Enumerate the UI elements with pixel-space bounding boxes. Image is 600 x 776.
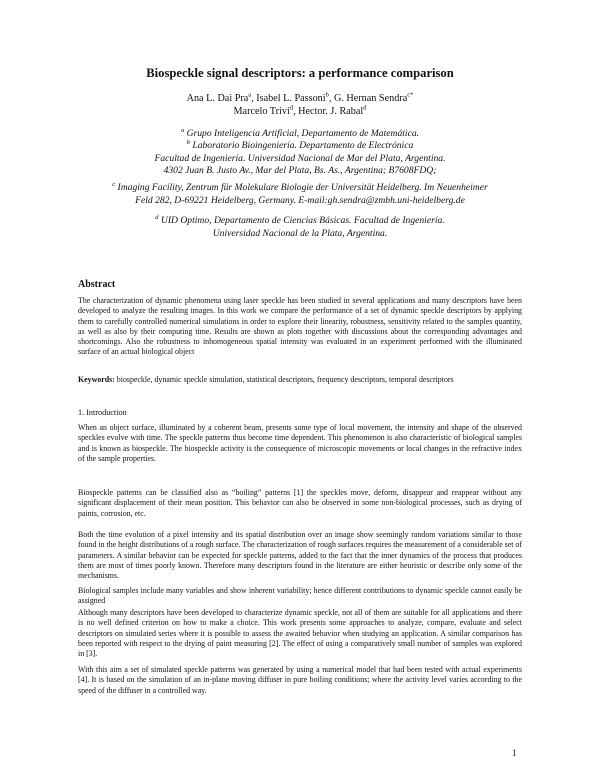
affiliation-b-line-2: Facultad de Ingeniería. Universidad Nacional de Mar del Plata, Argentina. <box>154 153 446 164</box>
author-sup: c* <box>407 91 414 99</box>
author-sup: d <box>363 104 367 112</box>
affiliation-text: UID Optimo, Departamento de Ciencias Básicas. Facultad de Ingeniería. <box>158 215 445 226</box>
affiliation-b-line-3: 4302 Juan B. Justo Av., Mar del Plata, Bs. As., Argentina; B7608FDQ; <box>163 165 437 176</box>
affiliation-text: Imaging Facility, Zentrum für Molekulare Biologie der Universität Heidelberg. Im Neuenheimer <box>115 182 488 193</box>
authors-line-1 <box>0 92 600 106</box>
paragraph: Biospeckle patterns can be classified also as “boiling” patterns [1] the speckles move, deform, disappear and reappear without any significant displacement of their mean position. This behavior can also be observed in some non-biological processes, such as drying of paints, corrosion, etc. <box>78 488 522 518</box>
author-name: Marcelo Trivi <box>233 106 290 117</box>
author-name: , Hector. J. Rabal <box>293 106 364 117</box>
authors-line-2 <box>0 105 600 119</box>
author-sup: b <box>325 91 329 99</box>
page-number: 1 <box>512 748 517 758</box>
affiliation-sup: c <box>112 180 116 188</box>
affiliation-sup: b <box>186 138 190 146</box>
paper-title: Biospeckle signal descriptors: a performance comparison <box>146 66 454 80</box>
author-sup: d <box>289 104 294 112</box>
affiliation-sup: d <box>155 213 159 221</box>
affiliation-a <box>60 128 540 141</box>
affiliation-sup: a <box>180 126 185 134</box>
affiliation-text: Laboratorio Bioingeniería. Departamento de Electrónica <box>189 140 414 151</box>
affiliation-text: Grupo Inteligencia Artificial, Departamento de Matemática. <box>184 128 420 139</box>
keywords-list: biospeckle, dynamic speckle simulation, statistical descriptors, frequency descriptors, temporal descriptors <box>114 375 454 384</box>
keywords-label: Keywords: <box>78 375 115 384</box>
paragraph: When an object surface, illuminated by a coherent beam, presents some type of local movement, the intensity and shape of the observed speckles evolve with time. The speckle patterns thus become time dependent. This phenomenon is also characteristic of biological samples and is known as biospeckle. The biospeckle activity is the consequence of microscopic movements or local changes in the refractive index of the sample properties. <box>78 423 522 463</box>
affiliation-b <box>60 140 540 153</box>
affiliation-d <box>60 215 540 228</box>
author-name: , Isabel L. Passoni <box>251 93 326 104</box>
affiliation-c <box>60 182 540 195</box>
paragraph: With this aim a set of simulated speckle patterns was generated by using a numerical model that had been tested with actual experiments [4]. It is based on the simulation of an in-plane moving diffuser in pure boiling conditions; where the activity level varies according to the speed of the diffuser in a controlled way. <box>78 665 522 695</box>
abstract-heading: Abstract <box>78 279 116 290</box>
abstract-text: The characterization of dynamic phenomena using laser speckle has been studied in several applications and many descriptors have been developed to analyze the resulting images. In this work we compare the performance of a set of dynamic speckle descriptors by applying them to carefully controlled numerical simulations in order to explore their linearity, robustness, sensitivity related to the samples quantity, as well as also by their computing time. Results are shown as plots together with discussions about the corresponding advantages and shortcomings. Also the robustness to inhomogeneous spatial intensity was evaluated in an experiment performed with the illuminated surface of an actual biological object <box>78 296 522 357</box>
paragraph: Although many descriptors have been developed to characterize dynamic speckle, not all of them are suitable for all applications and there is no well defined criterion on how to make a choice. This work presents some approaches to analyze, compare, evaluate and select descriptors on simulated series where it is possible to assess the awaited behavior when studying an application. A similar comparison has been reported with respect to the drying of paint measuring [2]. The effect of using a comparatively small number of samples was explored in [3]. <box>78 608 522 659</box>
affiliation-d-line-2: Universidad Nacional de la Plata, Argentina. <box>212 228 388 239</box>
keywords <box>78 375 522 385</box>
paragraph: Biological samples include many variables and show inherent variability; hence different contributions to dynamic speckle cannot easily be assigned <box>78 586 522 606</box>
introduction-heading: 1. Introduction <box>78 408 127 417</box>
author-name: Ana L. Dai Pra <box>186 93 249 104</box>
author-name: , G. Hernan Sendra <box>328 93 408 104</box>
paragraph: Both the time evolution of a pixel intensity and its spatial distribution over an image show seemingly random variations similar to those found in the height distributions of a rough surface. The characterization of rough surfaces requires the measurement of a considerable set of parameters. A similar behavior can be expected for speckle patterns, added to the fact that the inner dynamics of the process that produces them are most of times poorly known. Therefore many descriptors found in the literature are either heuristic or describe only some of the mechanisms. <box>78 530 522 581</box>
affiliation-c-line-2: Feld 282, D-69221 Heidelberg, Germany. E-mail:gh.sendra@zmbh.uni-heidelberg.de <box>135 195 465 206</box>
author-sup: a <box>248 91 252 99</box>
